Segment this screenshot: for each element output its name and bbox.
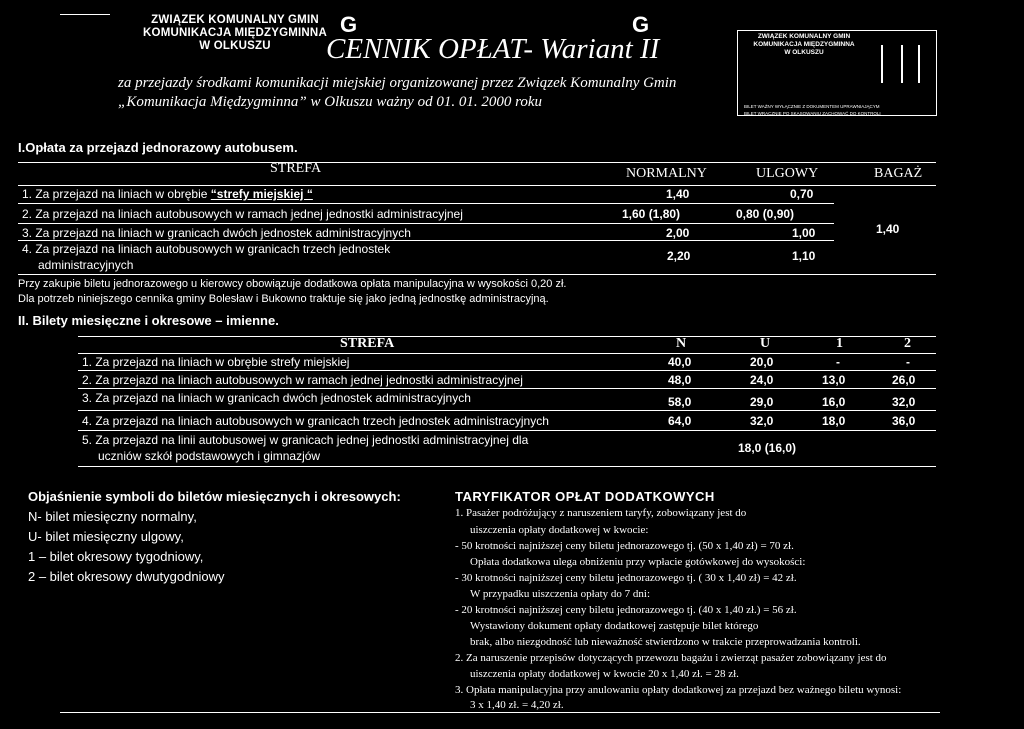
table1-row-2-reduced: 0,80 (0,90) <box>736 207 795 221</box>
ticket-stamp-bar <box>918 45 920 83</box>
table2-row-4-2: 36,0 <box>892 414 916 428</box>
company-line-1: ZWIĄZEK KOMUNALNY GMIN <box>151 14 319 26</box>
table2-row-3-n: 58,0 <box>668 395 692 409</box>
tariff-line: W przypadku uiszczenia opłaty do 7 dni: <box>470 588 651 600</box>
company-line-2: KOMUNIKACJA MIĘDZYGMINNA <box>143 27 327 39</box>
section1-title: I.Opłata za przejazd jednorazowy autobusem. <box>18 140 298 155</box>
table1-header-zone: STREFA <box>270 161 322 176</box>
table2-rule <box>78 353 936 354</box>
table1-header-normal: NORMALNY <box>626 166 707 181</box>
ticket-header: ZWIĄZEK KOMUNALNY GMIN KOMUNIKACJA MIĘDZYGMINNA W OLKUSZU <box>753 33 855 56</box>
company-name <box>135 14 335 53</box>
table2-row-3-label: 3. Za przejazd na liniach w granicach dwóch jednostek administracyjnych <box>82 391 471 405</box>
table1-row-4-label-cont: administracyjnych <box>38 258 134 272</box>
table2-header-2: 2 <box>904 336 911 351</box>
logo-left-icon: G <box>340 12 358 37</box>
table2-row-5-value: 18,0 (16,0) <box>738 441 797 455</box>
section1-note-2: Dla potrzeb niniejszego cennika gminy Bolesław i Bukowno traktuje się jako jedną jednostkę administracyjną. <box>18 293 549 305</box>
table2-row-2-n: 48,0 <box>668 373 692 387</box>
table1-rule <box>18 274 936 275</box>
table1-header-reduced: ULGOWY <box>756 166 819 181</box>
table1-row-2-label: 2. Za przejazd na liniach autobusowych w ramach jednej jednostki administracyjnej <box>22 207 463 221</box>
table2-row-4-u: 32,0 <box>750 414 774 428</box>
table2-row-2-1: 13,0 <box>822 373 846 387</box>
legend-item: N- bilet miesięczny normalny, <box>28 509 197 524</box>
table2-row-4-1: 18,0 <box>822 414 846 428</box>
table2-rule <box>78 336 936 337</box>
table2-row-3-u: 29,0 <box>750 395 774 409</box>
table1-luggage-value: 1,40 <box>876 222 900 236</box>
table2-row-1-2: - <box>906 355 910 369</box>
tariff-line: 2. Za naruszenie przepisów dotyczących przewozu bagażu i zwierząt pasażer zobowiązany jest do <box>455 652 887 664</box>
table1-row-3-reduced: 1,00 <box>792 226 816 240</box>
ticket-stamp-bar <box>881 45 883 83</box>
table1-header-luggage: BAGAŻ <box>874 166 923 181</box>
table2-header-u: U <box>760 336 771 351</box>
table1-row-4-normal: 2,20 <box>667 249 691 263</box>
table1-row-3-normal: 2,00 <box>666 226 690 240</box>
tariff-line: uiszczenia opłaty dodatkowej w kwocie: <box>470 524 649 536</box>
legend-title: Objaśnienie symboli do biletów miesięcznych i okresowych: <box>28 489 401 504</box>
table2-rule <box>78 466 936 467</box>
page-title: CENNIK OPŁAT- Wariant II <box>326 33 660 65</box>
table2-row-4-label: 4. Za przejazd na liniach autobusowych w granicach trzech jednostek administracyjnych <box>82 414 549 428</box>
top-divider <box>60 14 110 15</box>
legend-item: U- bilet miesięczny ulgowy, <box>28 529 184 544</box>
tariff-line: Opłata dodatkowa ulega obniżeniu przy wpłacie gotówkowej do wysokości: <box>470 556 806 568</box>
tariff-line: uiszczenia opłaty dodatkowej w kwocie 20 x 1,40 zł. = 28 zł. <box>470 668 739 680</box>
logo-right-icon: G <box>632 12 650 37</box>
table2-row-2-2: 26,0 <box>892 373 916 387</box>
table1-row-1-label: 1. Za przejazd na liniach w obrębie “strefy miejskiej “ <box>22 187 313 201</box>
tariff-line: - 20 krotności najniższej ceny biletu jednorazowego tj. (40 x 1,40 zł.) = 56 zł. <box>455 604 797 616</box>
table1-rule <box>18 185 936 186</box>
table2-row-1-n: 40,0 <box>668 355 692 369</box>
table1-row-2-normal: 1,60 (1,80) <box>622 207 681 221</box>
table2-header-zone: STREFA <box>340 336 395 351</box>
ticket-stamp-bar <box>901 45 903 83</box>
tariff-line: 3. Opłata manipulacyjna przy anulowaniu opłaty dodatkowej za przejazd bez ważnego biletu wynosi: <box>455 684 902 696</box>
table2-header-1: 1 <box>836 336 843 351</box>
table1-rule <box>18 203 834 204</box>
table2-rule <box>78 430 936 431</box>
table2-row-5-label: 5. Za przejazd na linii autobusowej w granicach jednej jednostki administracyjnej dla <box>82 433 529 447</box>
tariff-line: 3 x 1,40 zł. = 4,20 zł. <box>470 699 564 711</box>
tariff-line: brak, albo niezgodność lub nieważność stwierdzono w trakcie przeprowadzania kontroli. <box>470 636 861 648</box>
table2-row-1-label: 1. Za przejazd na liniach w obrębie strefy miejskiej <box>82 355 350 369</box>
table1-row-1-normal: 1,40 <box>666 187 690 201</box>
table2-row-1-u: 20,0 <box>750 355 774 369</box>
table2-rule <box>78 410 936 411</box>
table1-row-1-reduced: 0,70 <box>790 187 814 201</box>
table2-rule <box>78 370 936 371</box>
tariff-line: Wystawiony dokument opłaty dodatkowej zastępuje bilet którego <box>470 620 759 632</box>
table2-row-2-u: 24,0 <box>750 373 774 387</box>
table2-row-3-1: 16,0 <box>822 395 846 409</box>
tariff-title: TARYFIKATOR OPŁAT DODATKOWYCH <box>455 489 715 504</box>
section2-title: II. Bilety miesięczne i okresowe – imienne. <box>18 313 279 328</box>
page-subtitle: za przejazdy środkami komunikacji miejskiej organizowanej przez Związek Komunalny Gmin „Komunikacja Międzygminna” w Olkuszu ważny od 01. 01. 2000 roku <box>118 75 677 110</box>
ticket-sample <box>737 30 937 116</box>
table2-row-1-1: - <box>836 355 840 369</box>
legend-item: 2 – bilet okresowy dwutygodniowy <box>28 569 225 584</box>
table1-rule <box>18 223 834 224</box>
ticket-footer-1: BILET WAŻNY WYŁĄCZNIE Z DOKUMENTEM UPRAWNIAJĄCYM <box>744 104 880 109</box>
ticket-footer-2: BILET WRĄCZNIE PO SKASOWANIU ZACHOWAĆ DO KONTROLI <box>744 111 881 116</box>
table1-row-4-label: 4. Za przejazd na liniach autobusowych w granicach trzech jednostek <box>22 242 391 256</box>
tariff-line: - 30 krotności najniższej ceny biletu jednorazowego tj. ( 30 x 1,40 zł) = 42 zł. <box>455 572 797 584</box>
table2-row-4-n: 64,0 <box>668 414 692 428</box>
legend-item: 1 – bilet okresowy tygodniowy, <box>28 549 204 564</box>
section1-note-1: Przy zakupie biletu jednorazowego u kierowcy obowiązuje dodatkowa opłata manipulacyjna w wysokości 0,20 zł. <box>18 278 567 290</box>
tariff-line: 1. Pasażer podróżujący z naruszeniem taryfy, zobowiązany jest do <box>455 507 747 519</box>
table1-row-3-label: 3. Za przejazd na liniach w granicach dwóch jednostek administracyjnych <box>22 226 411 240</box>
table2-row-2-label: 2. Za przejazd na liniach autobusowych w ramach jednej jednostki administracyjnej <box>82 373 523 387</box>
table1-rule <box>18 240 834 241</box>
table1-row-4-reduced: 1,10 <box>792 249 816 263</box>
table2-header-n: N <box>676 336 687 351</box>
table2-row-3-2: 32,0 <box>892 395 916 409</box>
table2-row-5-label-cont: uczniów szkół podstawowych i gimnazjów <box>98 449 321 463</box>
company-line-3: W OLKUSZU <box>199 40 271 52</box>
bottom-divider <box>60 712 940 713</box>
table2-rule <box>78 388 936 389</box>
table1-rule <box>18 162 936 163</box>
tariff-line: - 50 krotności najniższej ceny biletu jednorazowego tj. (50 x 1,40 zł) = 70 zł. <box>455 540 794 552</box>
